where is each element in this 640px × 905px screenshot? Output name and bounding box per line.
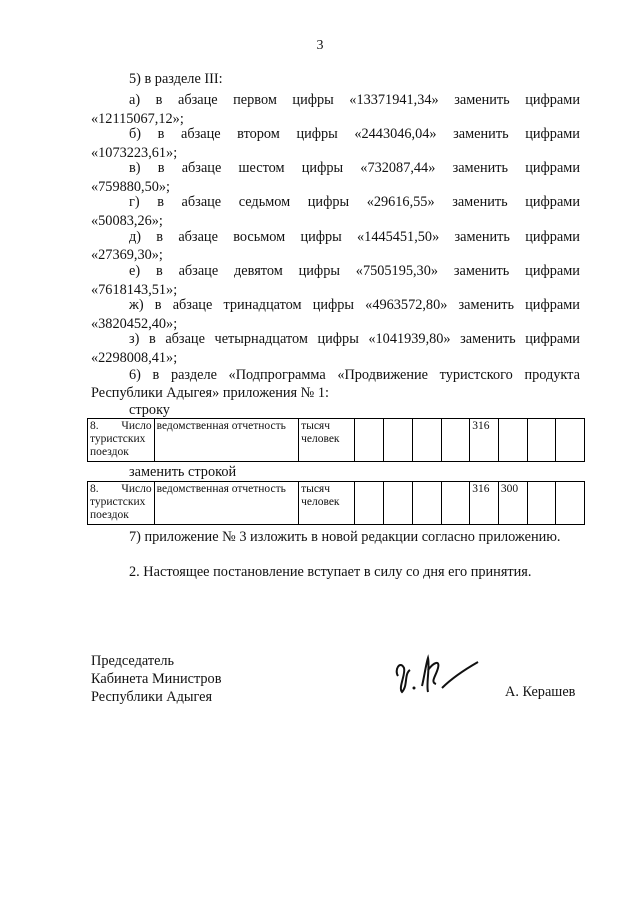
- signer-title-1: Председатель: [91, 653, 175, 669]
- word: абзаце: [177, 92, 218, 108]
- word: д): [129, 229, 142, 245]
- cell-source: ведомственная отчетность: [154, 482, 298, 525]
- word: цифры: [292, 92, 334, 108]
- word: абзаце: [165, 331, 205, 347]
- word: абзаце: [178, 263, 219, 279]
- word: разделе: [170, 367, 217, 383]
- row-number: 8.: [90, 420, 99, 432]
- cell-unit: тысяч человек: [299, 419, 355, 462]
- word: цифры: [301, 160, 344, 176]
- row-number: 8.: [90, 483, 99, 495]
- indicator-word-3: поездок: [90, 509, 129, 521]
- item-e-cont: «7618143,51»;: [91, 282, 178, 298]
- item-z-cont: «2298008,41»;: [91, 350, 178, 366]
- table-old-row: [87, 418, 585, 462]
- indicator-word-1: Число: [121, 420, 152, 432]
- word: цифры: [312, 297, 355, 313]
- word: шестом: [238, 160, 285, 176]
- cell-value-300: 300: [498, 482, 527, 525]
- word: «13371941,34»: [349, 92, 439, 108]
- word: а): [129, 92, 141, 108]
- word: е): [129, 263, 141, 279]
- cell-empty: [384, 482, 413, 525]
- word: первом: [233, 92, 277, 108]
- word: абзаце: [172, 297, 213, 313]
- word: в: [157, 160, 165, 176]
- word: в: [157, 126, 165, 142]
- word: «Подпрограмма: [228, 367, 326, 383]
- word: «1041939,80»: [368, 331, 451, 347]
- cell-value-316: 316: [470, 419, 499, 462]
- table-row: [88, 419, 585, 462]
- word: 6): [129, 367, 141, 383]
- word: з): [129, 331, 140, 347]
- item-v-line: [129, 159, 580, 177]
- word: «7505195,30»: [355, 263, 439, 279]
- item-zh-cont: «3820452,40»;: [91, 316, 178, 332]
- item-5-title: 5) в разделе III:: [129, 71, 223, 87]
- word: заменить: [453, 126, 509, 142]
- word: заменить: [454, 92, 510, 108]
- word: цифрами: [525, 331, 580, 347]
- word: цифрами: [525, 126, 580, 142]
- cell-empty: [412, 419, 441, 462]
- word: туристского: [439, 367, 513, 383]
- item-e-line: [129, 262, 580, 280]
- cell-empty: [355, 482, 384, 525]
- word: восьмом: [233, 229, 286, 245]
- signature-block: [91, 652, 221, 706]
- word: цифры: [298, 263, 340, 279]
- cell-value-316: 316: [470, 482, 499, 525]
- word: в: [152, 367, 160, 383]
- item-6-line: [129, 366, 580, 384]
- word: цифрами: [525, 194, 580, 210]
- signer-title-2: Кабинета Министров: [91, 671, 222, 687]
- cell-empty: [556, 482, 585, 525]
- cell-empty: [527, 482, 556, 525]
- cell-value-next: [498, 419, 527, 462]
- word: «4963572,80»: [365, 297, 448, 313]
- item-6-cont: Республики Адыгея» приложения № 1:: [91, 385, 330, 401]
- word: в: [156, 229, 164, 245]
- word: в: [155, 263, 163, 279]
- word: в: [148, 331, 156, 347]
- item-b-cont: «1073223,61»;: [91, 145, 178, 161]
- word: заменить: [453, 263, 510, 279]
- cell-empty: [441, 482, 470, 525]
- item-v-cont: «759880,50»;: [91, 179, 171, 195]
- indicator-word-3: поездок: [90, 446, 129, 458]
- word: ж): [129, 297, 144, 313]
- word: цифрами: [525, 92, 580, 108]
- word: девятом: [234, 263, 283, 279]
- cell-empty: [355, 419, 384, 462]
- label-stroku: строку: [129, 402, 170, 418]
- word: цифры: [307, 194, 350, 210]
- item-zh-line: [129, 296, 580, 314]
- cell-indicator: [88, 482, 155, 525]
- word: абзаце: [178, 229, 218, 245]
- word: цифры: [300, 229, 342, 245]
- word: «2443046,04»: [354, 126, 437, 142]
- item-7: 7) приложение № 3 изложить в новой редакции согласно приложению.: [129, 529, 561, 545]
- cell-indicator: [88, 419, 155, 462]
- table-row: [88, 482, 585, 525]
- word: в): [129, 160, 141, 176]
- item-g-cont: «50083,26»;: [91, 213, 163, 229]
- table-new-row: [87, 481, 585, 525]
- word: г): [129, 194, 140, 210]
- word: абзаце: [181, 194, 222, 210]
- word: заменить: [460, 331, 516, 347]
- cell-empty: [556, 419, 585, 462]
- word: «1445451,50»: [357, 229, 440, 245]
- indicator-word-2: туристских: [90, 433, 146, 445]
- word: абзаце: [181, 160, 222, 176]
- item-a-line: [129, 91, 580, 109]
- word: цифрами: [525, 229, 580, 245]
- word: абзаце: [180, 126, 221, 142]
- word: цифрами: [525, 160, 580, 176]
- word: цифрами: [525, 263, 580, 279]
- word: в: [154, 297, 162, 313]
- item-d-cont: «27369,30»;: [91, 247, 163, 263]
- word: «29616,55»: [366, 194, 435, 210]
- word: тринадцатом: [223, 297, 302, 313]
- page-number: 3: [316, 38, 324, 53]
- handwritten-signature: [390, 648, 490, 702]
- word: четырнадцатом: [214, 331, 308, 347]
- item-b-line: [129, 125, 580, 143]
- word: в: [157, 194, 164, 210]
- word: цифры: [317, 331, 359, 347]
- cell-empty: [441, 419, 470, 462]
- word: втором: [237, 126, 280, 142]
- item-z-line: [129, 330, 580, 348]
- label-zamenit-strokoy: заменить строкой: [129, 464, 237, 480]
- paragraph-2: 2. Настоящее постановление вступает в силу со дня его принятия.: [129, 564, 532, 580]
- word: заменить: [458, 297, 514, 313]
- word: седьмом: [238, 194, 291, 210]
- word: продукта: [524, 367, 580, 383]
- word: «Продвижение: [337, 367, 429, 383]
- item-a-cont: «12115067,12»;: [91, 111, 184, 127]
- cell-empty: [384, 419, 413, 462]
- word: цифры: [296, 126, 338, 142]
- indicator-word-1: Число: [121, 483, 152, 495]
- item-g-line: [129, 193, 580, 211]
- word: заменить: [454, 229, 510, 245]
- cell-empty: [527, 419, 556, 462]
- cell-unit: тысяч человек: [299, 482, 355, 525]
- indicator-word-2: туристских: [90, 496, 146, 508]
- cell-empty: [412, 482, 441, 525]
- word: цифрами: [525, 297, 580, 313]
- word: б): [129, 126, 142, 142]
- word: «732087,44»: [360, 160, 436, 176]
- item-d-line: [129, 228, 580, 246]
- word: заменить: [452, 194, 508, 210]
- word: в: [155, 92, 163, 108]
- word: заменить: [452, 160, 509, 176]
- signer-name: А. Керашев: [505, 684, 576, 700]
- signer-title-3: Республики Адыгея: [91, 689, 213, 705]
- cell-source: ведомственная отчетность: [154, 419, 298, 462]
